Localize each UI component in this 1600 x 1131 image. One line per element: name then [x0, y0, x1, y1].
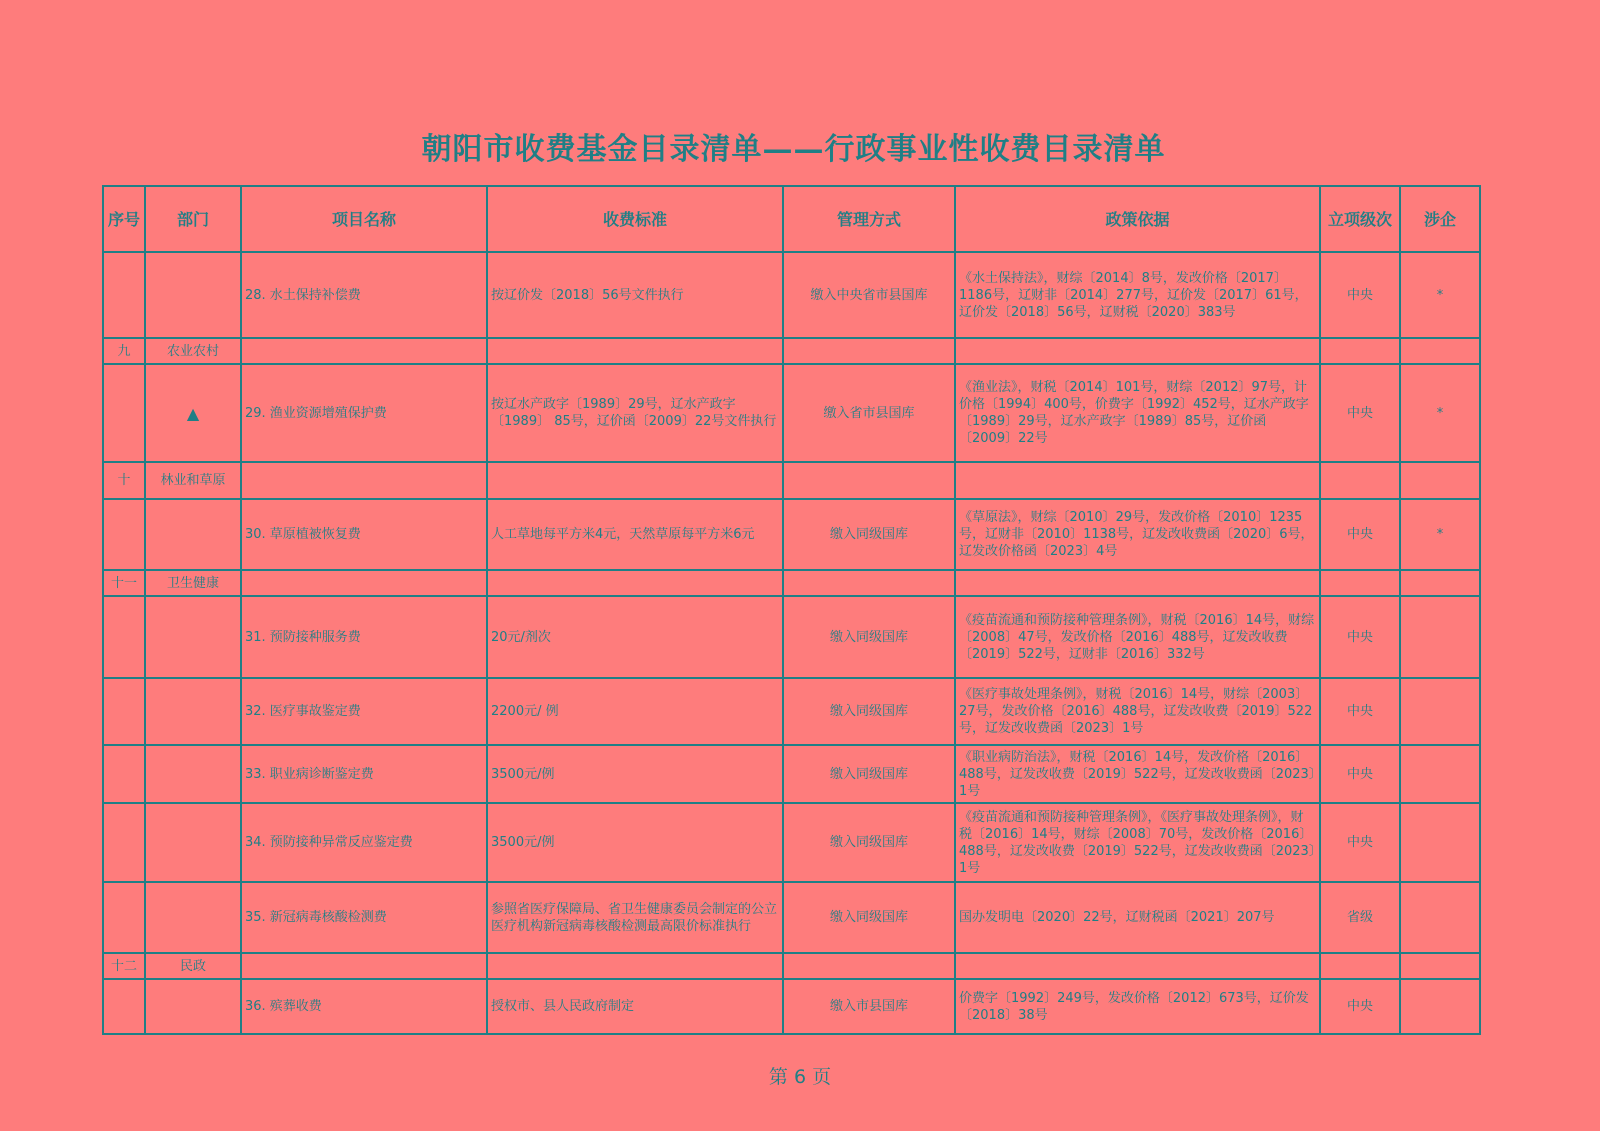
cell-name: 36. 殡葬收费	[241, 979, 487, 1034]
cell-level: 中央	[1320, 979, 1400, 1034]
cell-seq: 十二	[103, 953, 145, 979]
page-number: 第 6 页	[768, 1066, 832, 1088]
cell-seq	[103, 596, 145, 678]
cell-dept	[145, 803, 241, 882]
table-row	[103, 499, 1480, 570]
cell-enterprise	[1400, 596, 1480, 678]
cell-enterprise	[1400, 338, 1480, 364]
section-row	[103, 570, 1480, 596]
cell-level: 中央	[1320, 596, 1400, 678]
cell-dept: 卫生健康	[145, 570, 241, 596]
cell-mgmt	[783, 953, 955, 979]
section-row	[103, 338, 1480, 364]
cell-standard: 人工草地每平方米4元，天然草原每平方米6元	[487, 499, 783, 570]
table-row	[103, 252, 1480, 338]
cell-policy: 《渔业法》，财税〔2014〕101号，财综〔2012〕97号，计价格〔1994〕400号，价费字〔1992〕452号，辽水产政字〔1989〕29号，辽水产政字〔1989〕85号，辽价函〔2009〕22号	[955, 364, 1320, 462]
cell-enterprise	[1400, 979, 1480, 1034]
cell-mgmt	[783, 462, 955, 499]
cell-seq	[103, 252, 145, 338]
cell-policy	[955, 953, 1320, 979]
cell-mgmt: 缴入省市县国库	[783, 364, 955, 462]
cell-policy: 《疫苗流通和预防接种管理条例》，《医疗事故处理条例》，财税〔2016〕14号，财综〔2008〕70号，发改价格〔2016〕488号，辽发改收费〔2019〕522号，辽发改收费函〔2023〕1号	[955, 803, 1320, 882]
cell-mgmt: 缴入市县国库	[783, 979, 955, 1034]
cell-name	[241, 462, 487, 499]
cell-name: 28. 水土保持补偿费	[241, 252, 487, 338]
cell-standard: 3500元/例	[487, 745, 783, 803]
cell-enterprise	[1400, 882, 1480, 953]
header-name: 项目名称	[241, 186, 487, 252]
cell-level	[1320, 953, 1400, 979]
cell-enterprise	[1400, 745, 1480, 803]
cell-mgmt	[783, 338, 955, 364]
cell-level: 中央	[1320, 499, 1400, 570]
cell-standard: 3500元/例	[487, 803, 783, 882]
cell-enterprise: *	[1400, 252, 1480, 338]
cell-dept: 民政	[145, 953, 241, 979]
cell-policy	[955, 338, 1320, 364]
cell-enterprise: *	[1400, 499, 1480, 570]
cell-standard	[487, 570, 783, 596]
cell-enterprise: *	[1400, 364, 1480, 462]
cell-name: 33. 职业病诊断鉴定费	[241, 745, 487, 803]
cell-dept	[145, 745, 241, 803]
cell-mgmt: 缴入同级国库	[783, 803, 955, 882]
cell-standard: 按辽价发〔2018〕56号文件执行	[487, 252, 783, 338]
cell-name: 32. 医疗事故鉴定费	[241, 678, 487, 745]
cell-seq	[103, 882, 145, 953]
cell-policy	[955, 462, 1320, 499]
header-row	[103, 186, 1480, 252]
header-level: 立项级次	[1320, 186, 1400, 252]
cell-seq: 九	[103, 338, 145, 364]
cell-seq	[103, 678, 145, 745]
cell-level: 中央	[1320, 252, 1400, 338]
cell-name	[241, 953, 487, 979]
cell-dept-marker: ▲	[145, 364, 241, 462]
cell-level: 中央	[1320, 364, 1400, 462]
table-row	[103, 803, 1480, 882]
cell-policy	[955, 570, 1320, 596]
cell-mgmt: 缴入同级国库	[783, 678, 955, 745]
table-row	[103, 882, 1480, 953]
cell-enterprise	[1400, 678, 1480, 745]
header-policy: 政策依据	[955, 186, 1320, 252]
cell-seq	[103, 499, 145, 570]
cell-dept	[145, 499, 241, 570]
cell-seq: 十一	[103, 570, 145, 596]
cell-standard: 20元/剂次	[487, 596, 783, 678]
cell-level: 中央	[1320, 745, 1400, 803]
cell-enterprise	[1400, 570, 1480, 596]
cell-name: 30. 草原植被恢复费	[241, 499, 487, 570]
cell-dept	[145, 882, 241, 953]
cell-level: 中央	[1320, 678, 1400, 745]
cell-policy: 国办发明电〔2020〕22号，辽财税函〔2021〕207号	[955, 882, 1320, 953]
cell-level	[1320, 462, 1400, 499]
cell-level: 中央	[1320, 803, 1400, 882]
cell-enterprise	[1400, 803, 1480, 882]
cell-name: 31. 预防接种服务费	[241, 596, 487, 678]
header-enterprise: 涉企	[1400, 186, 1480, 252]
cell-standard: 2200元/ 例	[487, 678, 783, 745]
cell-mgmt: 缴入同级国库	[783, 596, 955, 678]
cell-name: 35. 新冠病毒核酸检测费	[241, 882, 487, 953]
table-row	[103, 596, 1480, 678]
cell-seq	[103, 745, 145, 803]
cell-seq	[103, 979, 145, 1034]
cell-mgmt: 缴入中央省市县国库	[783, 252, 955, 338]
cell-level: 省级	[1320, 882, 1400, 953]
cell-mgmt: 缴入同级国库	[783, 499, 955, 570]
header-dept: 部门	[145, 186, 241, 252]
cell-mgmt: 缴入同级国库	[783, 745, 955, 803]
cell-dept	[145, 678, 241, 745]
cell-dept	[145, 596, 241, 678]
table-row	[103, 678, 1480, 745]
cell-policy: 《职业病防治法》，财税〔2016〕14号，发改价格〔2016〕488号，辽发改收费〔2019〕522号，辽发改收费函〔2023〕1号	[955, 745, 1320, 803]
fee-table	[102, 185, 1481, 1035]
table-row	[103, 364, 1480, 462]
cell-seq	[103, 803, 145, 882]
cell-policy: 《疫苗流通和预防接种管理条例》，财税〔2016〕14号，财综〔2008〕47号，发改价格〔2016〕488号，辽发改收费〔2019〕522号，辽财非〔2016〕332号	[955, 596, 1320, 678]
cell-dept: 林业和草原	[145, 462, 241, 499]
cell-policy: 《医疗事故处理条例》，财税〔2016〕14号，财综〔2003〕27号，发改价格〔2016〕488号，辽发改收费〔2019〕522号，辽发改收费函〔2023〕1号	[955, 678, 1320, 745]
cell-standard	[487, 953, 783, 979]
cell-mgmt	[783, 570, 955, 596]
cell-standard	[487, 462, 783, 499]
header-standard: 收费标准	[487, 186, 783, 252]
cell-policy: 《草原法》，财综〔2010〕29号，发改价格〔2010〕1235号，辽财非〔2010〕1138号，辽发改收费函〔2020〕6号，辽发改价格函〔2023〕4号	[955, 499, 1320, 570]
cell-dept	[145, 979, 241, 1034]
cell-name	[241, 338, 487, 364]
cell-standard: 按辽水产政字〔1989〕29号，辽水产政字〔1989〕 85号，辽价函〔2009〕22号文件执行	[487, 364, 783, 462]
page-title: 朝阳市收费基金目录清单——行政事业性收费目录清单	[421, 132, 1166, 167]
section-row	[103, 953, 1480, 979]
header-mgmt: 管理方式	[783, 186, 955, 252]
cell-name: 29. 渔业资源增殖保护费	[241, 364, 487, 462]
cell-seq: 十	[103, 462, 145, 499]
cell-standard: 授权市、县人民政府制定	[487, 979, 783, 1034]
cell-standard	[487, 338, 783, 364]
cell-name	[241, 570, 487, 596]
cell-enterprise	[1400, 953, 1480, 979]
cell-enterprise	[1400, 462, 1480, 499]
cell-dept	[145, 252, 241, 338]
cell-policy: 《水土保持法》，财综〔2014〕8号，发改价格〔2017〕1186号，辽财非〔2014〕277号，辽价发〔2017〕61号，辽价发〔2018〕56号，辽财税〔2020〕383号	[955, 252, 1320, 338]
cell-seq	[103, 364, 145, 462]
cell-standard: 参照省医疗保障局、省卫生健康委员会制定的公立医疗机构新冠病毒核酸检测最高限价标准执行	[487, 882, 783, 953]
cell-name: 34. 预防接种异常反应鉴定费	[241, 803, 487, 882]
header-seq: 序号	[103, 186, 145, 252]
section-row	[103, 462, 1480, 499]
cell-dept: 农业农村	[145, 338, 241, 364]
cell-level	[1320, 338, 1400, 364]
table-row	[103, 745, 1480, 803]
table-row	[103, 979, 1480, 1034]
cell-level	[1320, 570, 1400, 596]
cell-policy: 价费字〔1992〕249号，发改价格〔2012〕673号，辽价发〔2018〕38号	[955, 979, 1320, 1034]
cell-mgmt: 缴入同级国库	[783, 882, 955, 953]
